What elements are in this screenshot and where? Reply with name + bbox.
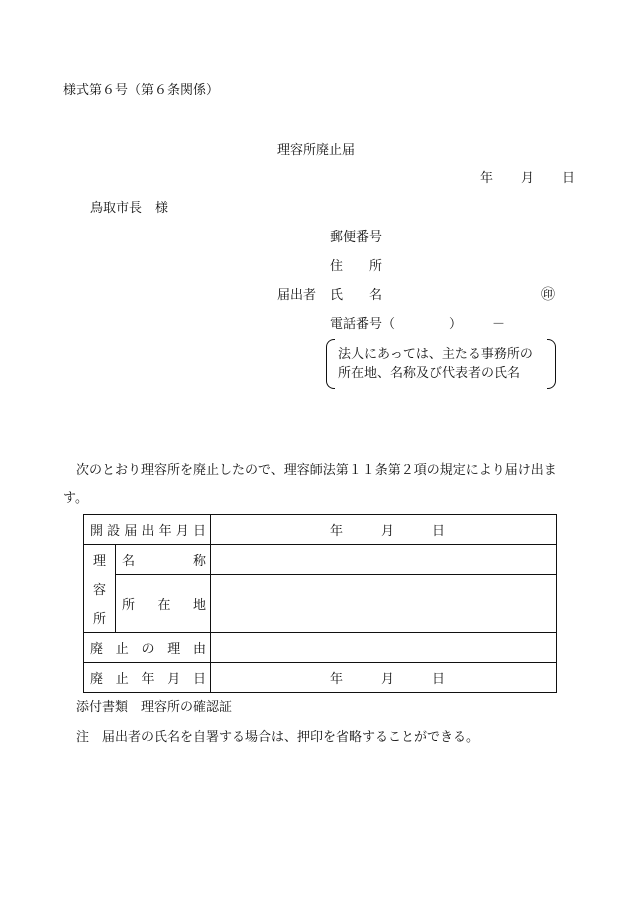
date-month-label: 月 [521,171,535,186]
label-char: 所 [122,598,136,613]
closing-date-day: 日 [432,672,446,687]
opening-date-year: 年 [329,524,343,539]
label-char: 在 [157,598,171,613]
closing-reason-value-cell[interactable] [211,633,557,663]
closing-date-month: 月 [381,672,395,687]
document-title: 理容所廃止届 [277,143,356,158]
corporate-note-line2: 所在地、名称及び代表者の氏名 [338,366,521,381]
salon-name-label-cell [116,545,211,575]
phone-label: 電話番号（ [330,317,396,332]
label-char: 理 [167,642,181,657]
salon-location-label [116,594,210,613]
label-char: 開 [90,524,104,539]
addressee: 鳥取市長 様 [90,201,169,216]
salon-name-value-cell[interactable] [211,545,557,575]
salon-location-row [84,575,557,633]
closing-date-value-cell[interactable] [211,663,557,693]
date-year-label: 年 [480,171,494,186]
body-text-line2: す。 [63,491,88,506]
salon-group-label-cell [84,545,116,633]
address-label: 住 所 [330,259,383,274]
label-char: 由 [193,642,207,657]
closing-reason-row [84,633,557,663]
opening-date-day: 日 [432,524,446,539]
label-char: 年 [141,672,155,687]
salon-name-row [84,545,557,575]
form-number: 様式第６号（第６条関係） [63,83,220,98]
salon-location-label-cell [116,575,211,633]
opening-date-label-cell [84,515,211,545]
label-char: 月 [167,672,181,687]
label-char: 所 [92,611,106,627]
closing-reason-label-cell [84,633,211,663]
closing-date-label-cell [84,663,211,693]
postal-code-label: 郵便番号 [330,230,383,245]
note-bracket-right [547,339,556,389]
salon-location-value-cell[interactable] [211,575,557,633]
label-char: 地 [193,598,207,613]
opening-date-row [84,515,557,545]
closing-date-label [84,668,210,687]
opening-date-month: 月 [381,524,395,539]
label-char: 日 [193,672,207,687]
seal-mark: ㊞ [541,287,555,303]
label-char: 称 [193,554,207,569]
label-char: 届 [124,524,138,539]
note-bracket-left [326,339,335,389]
closing-reason-label [84,638,210,657]
label-char: 廃 [90,642,104,657]
name-label: 氏 名 [330,288,383,303]
salon-info-table [83,514,557,693]
body-text-line1: 次のとおり理容所を廃止したので、理容師法第１１条第２項の規定により届け出ま [76,463,557,478]
label-char: 廃 [90,672,104,687]
opening-date-value-cell[interactable] [211,515,557,545]
label-char: 月 [175,524,189,539]
label-char: 名 [122,554,136,569]
phone-paren-close: ） [449,317,463,332]
label-char: 設 [107,524,121,539]
label-char: 年 [158,524,172,539]
corporate-note [326,339,556,389]
closing-date-year: 年 [329,672,343,687]
closing-date-row [84,663,557,693]
label-char: の [141,642,155,657]
phone-dash: － [492,317,506,332]
salon-name-label [116,550,210,569]
label-char: 止 [115,672,129,687]
date-day-label: 日 [562,171,576,186]
salon-group-label [84,546,115,632]
corporate-note-line1: 法人にあっては、主たる事務所の [338,347,533,362]
label-char: 理 [92,554,106,570]
opening-date-label [84,520,210,539]
label-char: 日 [192,524,206,539]
footnote: 注 届出者の氏名を自署する場合は、押印を省略することができる。 [76,730,480,745]
applicant-role-label: 届出者 [277,288,317,303]
attachments-line: 添付書類 理容所の確認証 [76,700,233,715]
label-char: 容 [92,582,106,598]
label-char: 出 [141,524,155,539]
label-char: 止 [115,642,129,657]
